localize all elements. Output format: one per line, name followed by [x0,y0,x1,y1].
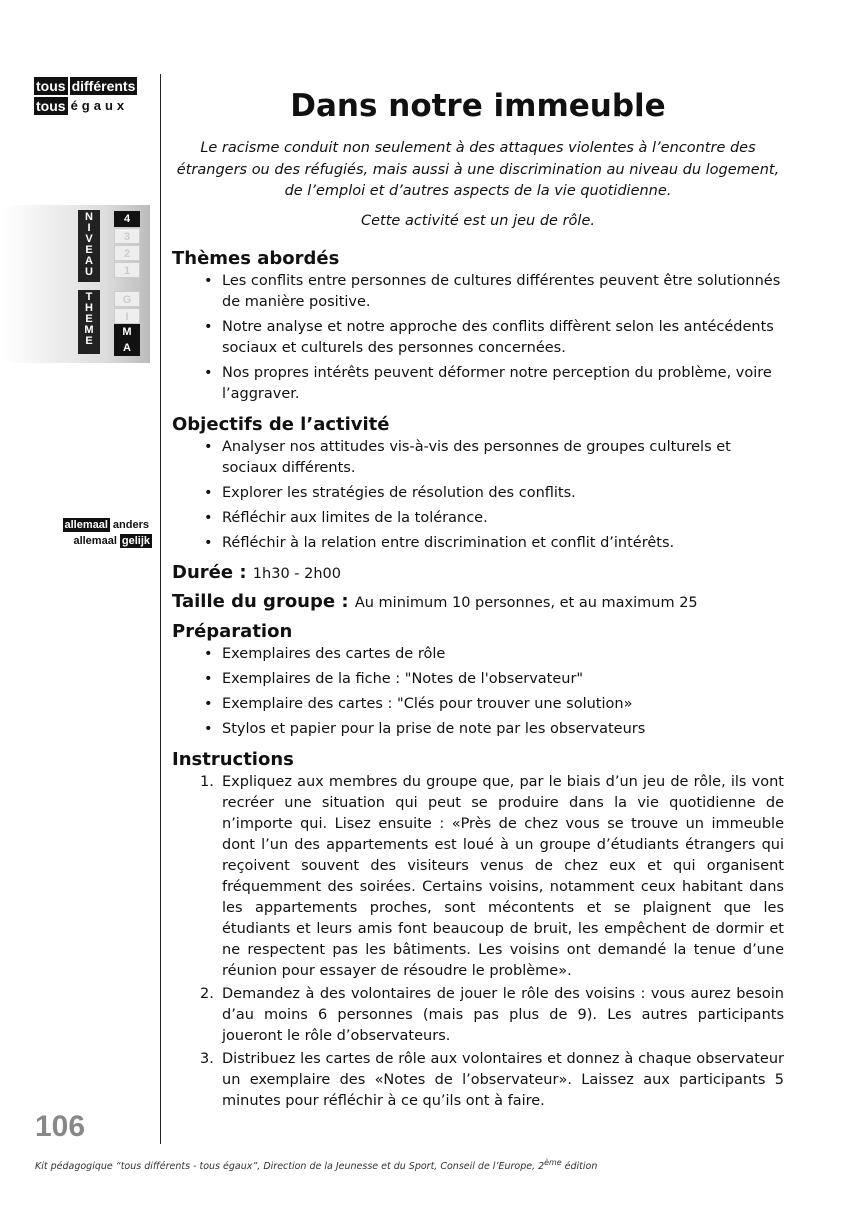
instructions-list [172,772,784,1112]
group-size-label: Taille du groupe : [172,590,349,612]
list-item: • Nos propres intérêts peuvent déformer notre perception du problème, voire l’aggraver. [222,363,784,405]
list-item [200,772,784,982]
theme-label [78,290,100,354]
item-text: Distribuez les cartes de rôle aux volontaires et donnez à chaque observateur un exemplaire des «Notes de l’observateur». Laissez aux participants 5 minutes pour réfléchir à ce qu’ils ont à faire. [222,1050,784,1109]
logo-word: tous [36,98,66,114]
list-item: • Stylos et papier pour la prise de note par les observateurs [222,719,784,740]
logo-word: égaux [70,98,129,113]
page-number: 106 [35,1110,86,1143]
logo-word: gelijk [121,535,150,547]
item-number: 2. [200,985,214,1002]
list-item: • Exemplaires de la fiche : "Notes de l'observateur" [222,669,784,690]
level-letter: U [85,266,93,278]
duration-label: Durée : [172,561,247,583]
level-letter: E [85,244,93,256]
level-box: 2 [114,245,140,261]
logo-allemaal-anders [42,517,152,549]
list-item: • Exemplaires des cartes de rôle [222,644,784,665]
footer-text: Kit pédagogique “tous différents - tous égaux”, Direction de la Jeunesse et du Sport, Conseil de l’Europe, 2 [35,1161,545,1173]
item-number: 3. [200,1050,214,1067]
level-letter: I [87,222,91,234]
item-text: Expliquez aux membres du groupe que, par le biais d’un jeu de rôle, ils vont recréer une situation qui peut se produire dans la vie quotidienne de n’importe qui. Lisez ensuite : «Près de chez vous se trouve un immeuble dont l’un des appartements est loué à un groupe d’étudiants étrangers qui reçoivent souvent des visiteurs venus de chez eux et qui organisent fréquemment des soirées. Certains voisins, notamment ceux habitant dans les appartements proches, sont mécontents et se plaignent que les étudiants et leurs amis font beaucoup de bruit, les empêchent de dormir et ne respectent pas les bâtiments. Les voisins ont demandé la tenue d’une réunion pour essayer de résoudre le problème». [222,773,784,979]
list-item: • Exemplaire des cartes : "Clés pour trouver une solution» [222,694,784,715]
level-box: 3 [114,228,140,244]
list-item: • Explorer les stratégies de résolution des conflits. [222,483,784,504]
logo-tous-differents [34,76,152,116]
theme-box-active: M [114,324,140,340]
page-title: Dans notre immeuble [290,88,666,124]
duration [172,562,784,583]
footer-sup: ème [544,1158,562,1167]
level-letter: V [85,233,93,245]
preparation-list [172,644,784,740]
level-letter: A [85,255,93,267]
list-item [200,1049,784,1112]
themes-heading: Thèmes abordés [172,247,340,269]
themes-list [172,271,784,405]
level-label [78,210,100,282]
list-item: • Notre analyse et notre approche des conflits diffèrent selon les antécédents sociaux et culturels des personnes concernées. [222,317,784,359]
list-item: • Analyser nos attitudes vis-à-vis des personnes de groupes culturels et sociaux différents. [222,437,784,479]
group-size [172,591,784,612]
item-number: 1. [200,773,214,790]
intro-note: Cette activité est un jeu de rôle. [361,212,595,229]
margin-rule [160,74,161,1144]
preparation-heading: Préparation [172,620,293,642]
main-content [172,88,784,1114]
group-size-value: Au minimum 10 personnes, et au maximum 25 [354,594,698,611]
logo-word: allemaal [64,519,108,531]
objectives-heading: Objectifs de l’activité [172,413,390,435]
theme-letter: H [85,302,93,314]
logo-word: tous [36,78,66,94]
instructions-heading: Instructions [172,748,294,770]
list-item: • Les conflits entre personnes de cultures différentes peuvent être solutionnés de manière positive. [222,271,784,313]
theme-box: G [114,291,140,307]
level-box-active: 4 [114,211,140,227]
list-item: • Réfléchir à la relation entre discrimination et conflit d’intérêts. [222,533,784,554]
theme-letter: T [85,291,93,303]
list-item: • Réfléchir aux limites de la tolérance. [222,508,784,529]
logo-word: allemaal [73,535,117,547]
intro-text: Le racisme conduit non seulement à des attaques violentes à l’encontre des étrangers ou des réfugiés, mais aussi à une discrimination au niveau du logement, de l’emploi et d’autres aspects de la vie quotidienne. [176,140,780,199]
duration-value: 1h30 - 2h00 [252,565,341,582]
objectives-list [172,437,784,554]
logo-word: différents [71,78,136,94]
level-letter: N [85,211,93,223]
theme-letter: E [85,313,93,325]
footer [35,1158,597,1172]
level-box: 1 [114,262,140,278]
theme-box-active: A [114,340,140,356]
theme-box: I [114,308,140,324]
theme-letter: E [85,335,93,347]
item-text: Demandez à des volontaires de jouer le rôle des voisins : vous aurez besoin d’au moins 6 personnes (mais pas plus de 9). Les autres participants joueront le rôle d’observateurs. [222,985,784,1044]
footer-tail: édition [561,1161,598,1173]
theme-letter: M [84,324,94,336]
logo-word: anders [112,519,149,531]
list-item [200,984,784,1047]
